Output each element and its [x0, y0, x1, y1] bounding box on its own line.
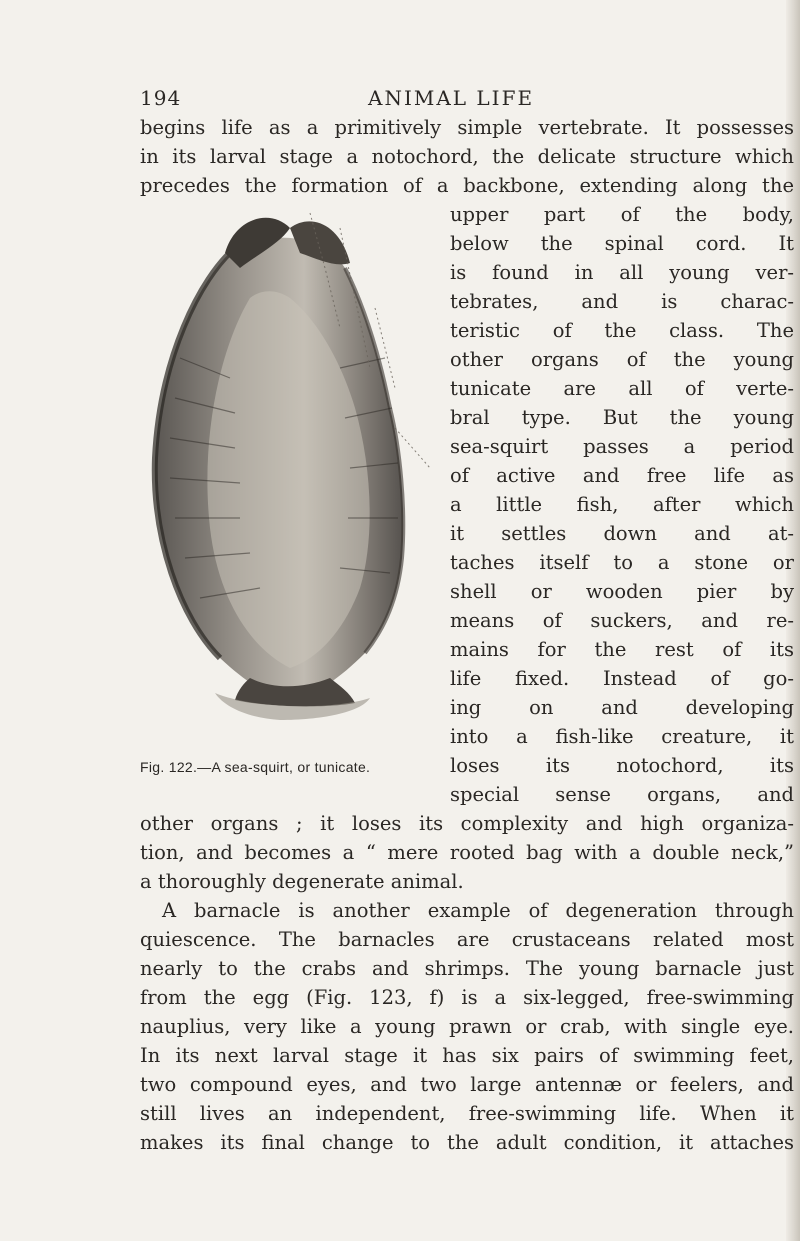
column-line: ing on and developing	[450, 696, 794, 719]
body-line: in its larval stage a notochord, the delicate structure which	[140, 145, 794, 168]
column-line: below the spinal cord. It	[450, 232, 794, 255]
figure-caption: Fig. 122.—A sea-squirt, or tunicate.	[140, 759, 371, 775]
body-line: quiescence. The barnacles are crustaceans related most	[140, 928, 794, 951]
page-number: 194	[140, 86, 182, 110]
column-line: means of suckers, and re-	[450, 609, 794, 632]
body-line: nauplius, very like a young prawn or crab, with single eye.	[140, 1015, 794, 1038]
body-line: makes its final change to the adult condition, it attaches	[140, 1131, 794, 1154]
body-line: A barnacle is another example of degeneration through	[162, 899, 794, 922]
column-line: bral type. But the young	[450, 406, 794, 429]
body-line: tion, and becomes a “ mere rooted bag with a double neck,”	[140, 841, 794, 864]
column-line: loses its notochord, its	[450, 754, 794, 777]
tunicate-drawing	[140, 208, 440, 733]
column-line: upper part of the body,	[450, 203, 794, 226]
column-line: it settles down and at-	[450, 522, 794, 545]
body-line: from the egg (Fig. 123, f) is a six-legged, free-swimming	[140, 986, 794, 1009]
column-line: shell or wooden pier by	[450, 580, 794, 603]
column-line: is found in all young ver-	[450, 261, 794, 284]
running-title: ANIMAL LIFE	[368, 86, 535, 110]
body-line: In its next larval stage it has six pairs of swimming feet,	[140, 1044, 794, 1067]
column-line: tebrates, and is charac-	[450, 290, 794, 313]
body-line: a thoroughly degenerate animal.	[140, 870, 464, 893]
column-line: a little fish, after which	[450, 493, 794, 516]
column-line: of active and free life as	[450, 464, 794, 487]
body-line: still lives an independent, free-swimming life. When it	[140, 1102, 794, 1125]
column-line: teristic of the class. The	[450, 319, 794, 342]
body-line: nearly to the crabs and shrimps. The young barnacle just	[140, 957, 794, 980]
sea-squirt-illustration	[140, 208, 440, 733]
body-line: begins life as a primitively simple vertebrate. It possesses	[140, 116, 794, 139]
body-line: two compound eyes, and two large antennæ or feelers, and	[140, 1073, 794, 1096]
column-line: sea-squirt passes a period	[450, 435, 794, 458]
column-line: other organs of the young	[450, 348, 794, 371]
column-line: tunicate are all of verte-	[450, 377, 794, 400]
column-line: taches itself to a stone or	[450, 551, 794, 574]
column-line: special sense organs, and	[450, 783, 794, 806]
column-line: into a fish-like creature, it	[450, 725, 794, 748]
body-line: precedes the formation of a backbone, extending along the	[140, 174, 794, 197]
body-line: other organs ; it loses its complexity and high organiza-	[140, 812, 794, 835]
column-line: life fixed. Instead of go-	[450, 667, 794, 690]
column-line: mains for the rest of its	[450, 638, 794, 661]
